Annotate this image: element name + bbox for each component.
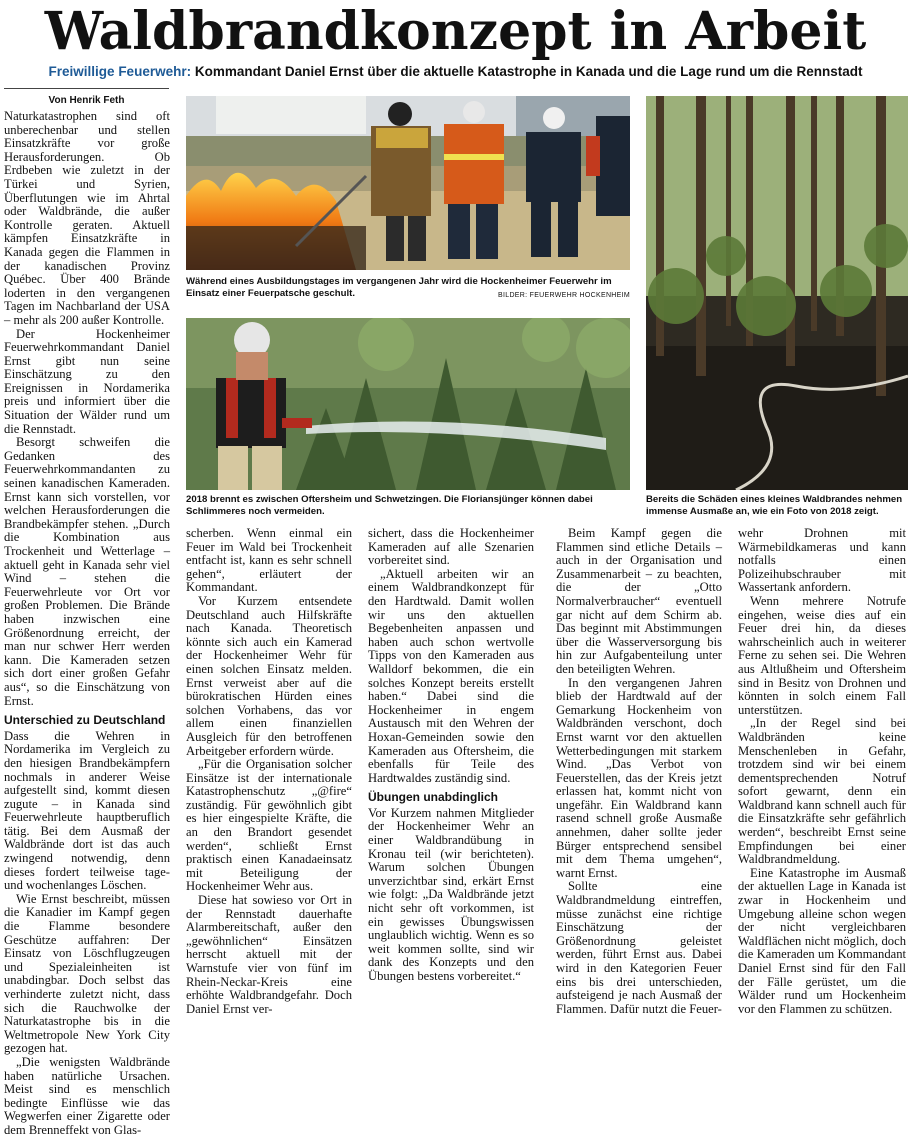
photo-training-fire-swatter bbox=[186, 96, 630, 270]
photo3-caption: Bereits die Schäden eines kleines Waldbrandes nehmen immense Ausmaße an, wie ein Foto von 2018 zeigt. bbox=[646, 494, 903, 517]
article-column-1 bbox=[4, 110, 170, 1138]
col3-paragraph: sichert, dass die Hockenheimer Kameraden auf alle Szenarien vorbereitet sind. bbox=[368, 526, 534, 568]
col4-paragraph: In den vergangenen Jahren blieb der Hardtwald auf der Gemarkung Hockenheim von Waldbränden verschont, doch Ernst warnt vor den aktuellen Wetterbedingungen mit starkem Wind. „Das Verbot von Feuerstellen, das der Kreis jetzt erlassen hat, kommt nicht von ungefähr. Ein Waldbrand kann rasend schnell große Ausmaße annehmen, daher sollte jeder Bürger entsprechend sensibel mit dem Thema umgehen“, warnt Ernst. bbox=[556, 675, 722, 880]
photo-burnt-forest bbox=[646, 96, 908, 490]
col3-paragraph: „Aktuell arbeiten wir an einem Waldbrandkonzept für den Hardtwald. Damit wollen wir uns den aktuellen Begebenheiten anpassen und haben auch schon wertvolle Tipps von den Kameraden aus Walldorf bekommen, die ein solches Konzept bereits erstellt haben.“ Dabei sind die Hockenheimer in engem Austausch mit den Wehren der Hoxan-Gemeinden sowie den Kameraden aus Oftersheim, die ebenfalls für Teile des Hardtwaldes zuständig sind. bbox=[368, 566, 534, 785]
byline: Von Henrik Feth bbox=[4, 88, 169, 106]
col2-paragraph: „Für die Organisation solcher Einsätze ist der internationale Katastrophenschutz „@fire“ zuständig. Für gewöhnlich gibt es hier eingespielte Kräfte, die an den Brandort gesendet werden“, schließt Ernst praktisch einen Kanadaeinsatz mit Beteiligung der Hockenheimer Wehr aus. bbox=[186, 757, 352, 894]
photo-training-illustration bbox=[186, 96, 630, 270]
subheadline bbox=[0, 64, 911, 79]
col5-paragraph: wehr Drohnen mit Wärmebildkameras und kann notfalls einen Polizeihubschrauber mit Wassertank anfordern. bbox=[738, 526, 906, 595]
col1-paragraph: Der Hockenheimer Feuerwehrkommandant Daniel Ernst gibt nun seine Einschätzung zu den Ereignissen in Nordamerika preis und informiert über die Situation der Wälder rund um die Rennstadt. bbox=[4, 326, 170, 436]
photo-credit: BILDER: FEUERWEHR HOCKENHEIM bbox=[498, 292, 630, 299]
subhead-text: Kommandant Daniel Ernst über die aktuelle Katastrophe in Kanada und die Lage rund um die Rennstadt bbox=[191, 64, 863, 79]
photo1-caption bbox=[186, 276, 630, 302]
col1-paragraph: Dass die Wehren in Nordamerika im Vergleich zu den hiesigen Brandbekämpfern nochmals in anderer Weise aufgestellt sind, kommt diesen zugute – in Kanada sind Feuerwehrleute hauptberuflich tätig. Bei dem Ausmaß der Waldbrände dort ist das auch zwingend notwendig, denn dieses fordert teilweise tage- und wochenlanges Löschen. bbox=[4, 728, 170, 893]
col5-paragraph: „In der Regel sind bei Waldbränden keine Menschenleben in Gefahr, trotzdem sind wir bei einem dementsprechenden Notruf sofort gewarnt, denn ein Waldbrand kann schnell auch für die Einsatzkräfte sehr gefährlich werden“, beschreibt Ernst seine Empfindungen bei einer Waldbrandmeldung. bbox=[738, 716, 906, 867]
photo-hose-illustration bbox=[186, 318, 630, 490]
subheading-uebungen: Übungen unabdinglich bbox=[368, 790, 498, 805]
article-column-5 bbox=[738, 527, 906, 1016]
photo-firefighter-hose bbox=[186, 318, 630, 490]
headline: Waldbrandkonzept in Arbeit bbox=[44, 1, 867, 62]
col2-paragraph: Vor Kurzem entsendete Deutschland auch Hilfskräfte nach Kanada. Theoretisch könnte sich auch ein Kamerad der Hockenheimer Wehr für einen solchen Einsatz melden. Ernst verweist aber auf die bürokratischen Hürden eines solchen Vorhabens, das vor allem einen finanziellen Ausgleich für den betroffenen Arbeitgeber erfordern würde. bbox=[186, 593, 352, 758]
col5-paragraph: Wenn mehrere Notrufe eingehen, weise dies auf ein Feuer drei hin, da dieses wahrscheinlich auch in weiterer Ferne zu sehen sei. Die Wehren aus Altlußheim und Oftersheim sind in Besitz von Drohnen und könnten in solch einem Fall unterstützen. bbox=[738, 593, 906, 717]
col5-paragraph: Eine Katastrophe im Ausmaß der aktuellen Lage in Kanada ist zwar in Hockenheim und Umgebung alleine schon wegen der nicht vergleichbaren Waldflächen nicht möglich, doch die Kameraden um Kommandant Daniel Ernst sind für den Fall der Fälle gerüstet, um die Wälder rund um Hockenheim vor den Flammen zu schützen. bbox=[738, 865, 906, 1016]
photo2-caption: 2018 brennt es zwischen Oftersheim und Schwetzingen. Die Floriansjünger können dabei Schlimmeres noch vermeiden. bbox=[186, 494, 593, 517]
subhead-kicker: Freiwillige Feuerwehr: bbox=[48, 64, 192, 79]
photo-forest-illustration bbox=[646, 96, 908, 490]
subheading-unterschied: Unterschied zu Deutschland bbox=[4, 713, 166, 728]
col2-paragraph: scherben. Wenn einmal ein Feuer im Wald bei Trockenheit entfacht ist, kann es sehr schnell gehen“, erläutert der Kommandant. bbox=[186, 526, 352, 595]
article-column-2 bbox=[186, 527, 352, 1016]
col1-paragraph: „Die wenigsten Waldbrände haben natürliche Ursachen. Meist sind es menschlich bedingte Einflüsse wie das Wegwerfen einer Zigarette oder dem Brenneffekt von Glas- bbox=[4, 1054, 170, 1137]
article-column-3 bbox=[368, 527, 534, 984]
col2-paragraph: Diese hat sowieso vor Ort in der Rennstadt dauerhafte Alarmbereitschaft, außer den „gewöhnlichen“ Einsätzen herrscht aktuell mit der Warnstufe vier von fünf im Rhein-Neckar-Kreis eine erhöhte Waldbrandgefahr. Doch Daniel Ernst ver- bbox=[186, 893, 352, 1016]
col4-paragraph: Beim Kampf gegen die Flammen sind etliche Details – auch in der Organisation und Zusammenarbeit – zu beachten, die der „Otto Normalverbraucher“ eventuell gar nicht auf dem Schirm ab. Das beginnt mit Abstimmungen über die Wasserversorgung bis hin zur Aufgabenteilung unter den beteiligten Wehren. bbox=[556, 526, 722, 676]
article-column-4 bbox=[556, 527, 722, 1016]
photo1-caption-text: Während eines Ausbildungstages im vergangenen Jahr wird die Hockenheimer Feuerwehr im Einsatz einer Feuerpatsche geschult. bbox=[186, 276, 612, 299]
col1-paragraph: Wie Ernst beschreibt, müssen die Kanadier im Kampf gegen die Flamme besondere Geschütze auffahren: Der Einsatz von Löschflugzeugen und Spezialeinheiten ist unabdingbar. Doch selbst das verhinderte zuletzt nicht, dass sich die Rauchwolke der Naturkatastrophe bis in die Weltmetropole New York City gezogen hat. bbox=[4, 891, 170, 1056]
col1-paragraph: Naturkatastrophen sind oft unberechenbar und stellen Einsatzkräfte vor große Herausforderungen. Ob Erdbeben wie zuletzt in der Türkei und Syrien, Überflutungen wie im Ahrtal oder Waldbrände, die außer Kontrolle geraten. Aktuell kämpfen Einsatzkräfte in Kanada gegen die Flammen in der kanadischen Provinz Québec. Über 400 Brände loderten in den vergangenen Tagen im Nachbarland der USA – mehr als 200 außer Kontrolle. bbox=[4, 109, 170, 327]
col4-paragraph: Sollte eine Waldbrandmeldung eintreffen, müsse zunächst eine richtige Einschätzung der Größenordnung geleistet werden, führt Ernst aus. Dabei wird in den Kategorien Feuer eins bis drei unterschieden, aufsteigend je nach Ausmaß der Flammen. Dafür nutzt die Feuer- bbox=[556, 879, 722, 1016]
col3-paragraph: Vor Kurzem nahmen Mitglieder der Hockenheimer Wehr an einer Waldbrandübung in Kronau teil (wir berichteten). Warum solchen Übungen unverzichtbar sind, erkärt Ernst wie folgt: „Da Waldbrände jetzt nicht sehr oft vorkommen, ist ein gewisses Übungswissen unglaublich wichtig. Wenn es so weit kommen sollte, sind wir dank des Konzepts und den Übungen bestens vorbereitet.“ bbox=[368, 805, 534, 983]
col1-paragraph: Besorgt schweifen die Gedanken des Feuerwehrkommandanten zu seinen kanadischen Kameraden. Ernst kann sich vorstellen, vor welchen Herausforderungen die Brandbekämpfer stehen. „Durch die Kombination aus Trockenheit und Wetterlage – aktuell geht in Kanada sehr viel Wind – stehen die Feuerwehrleute vor Ort vor großen Problemen. Die Brände haben inzwischen eine Größenordnung erreicht, der man nur schwer Herr werden kann. Die Kameraden setzen sich dort einer großen Gefahr aus“, so die Einschätzung von Ernst. bbox=[4, 435, 170, 708]
